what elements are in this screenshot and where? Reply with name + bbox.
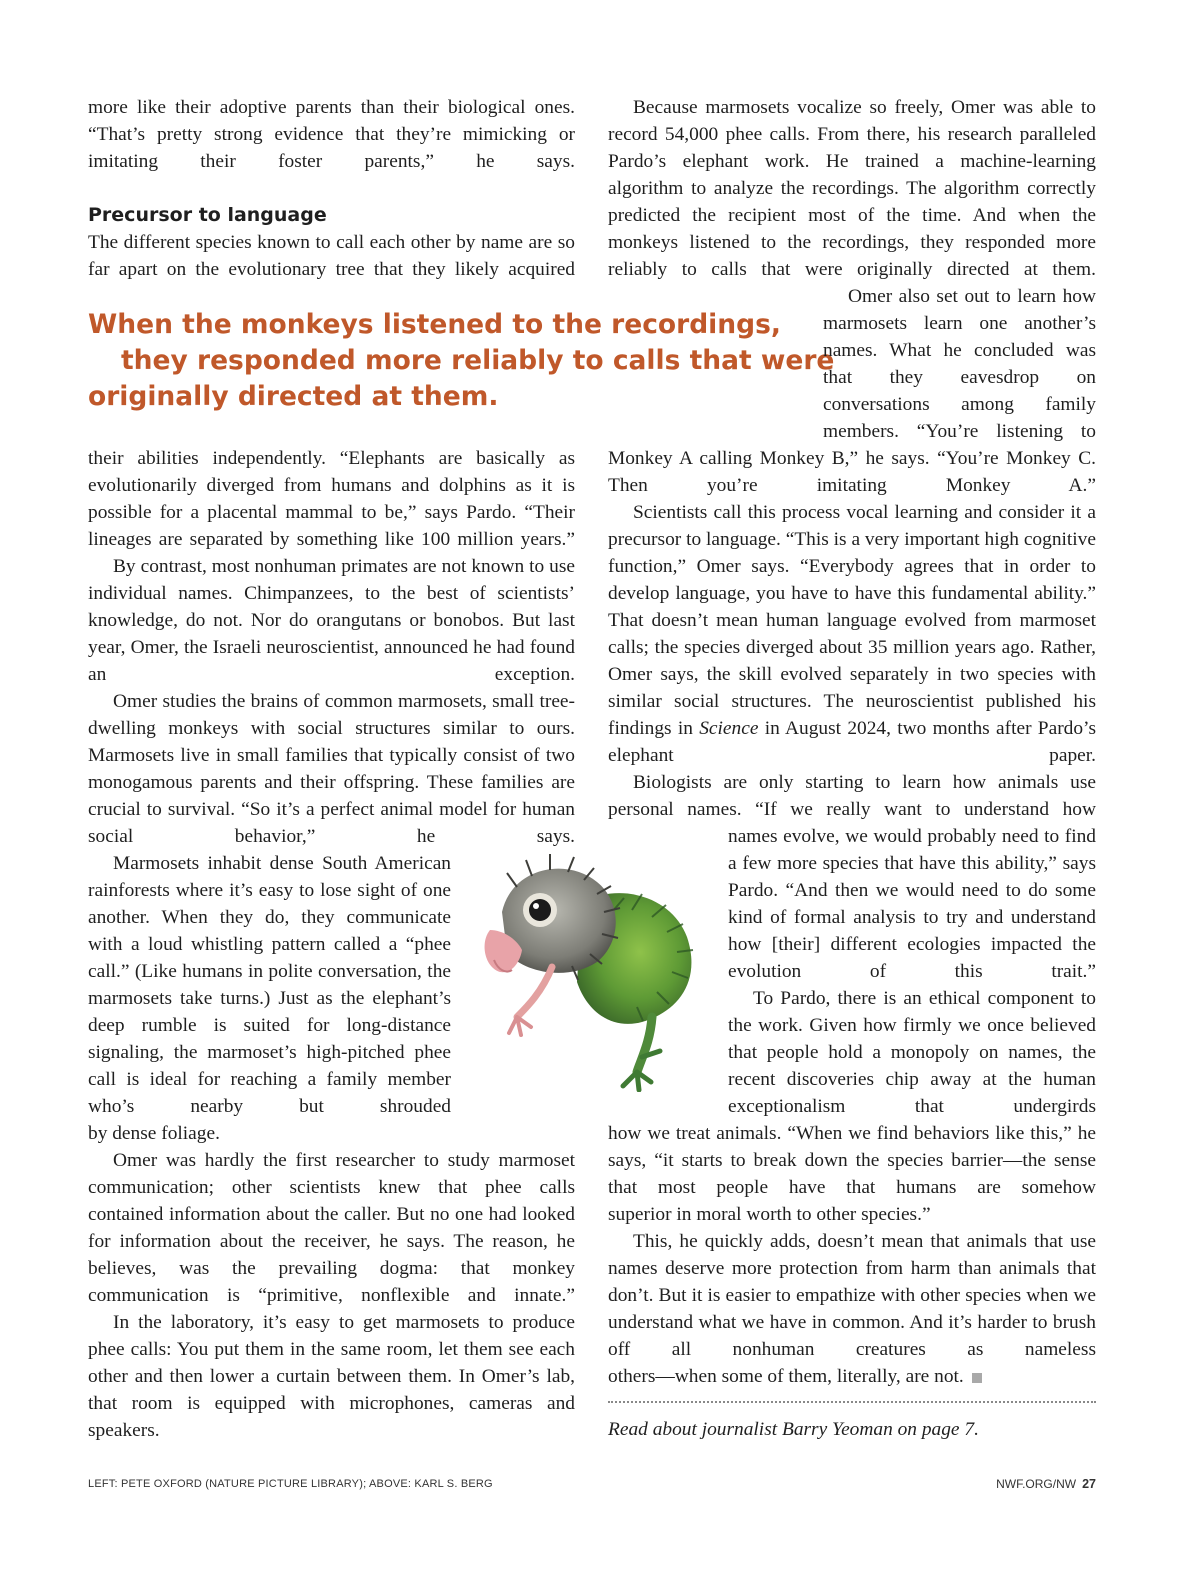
divider	[608, 1401, 1096, 1403]
paragraph-text: Scientists call this process vocal learning and consider it a precursor to language. “This is a very important high cognitive function,” Omer says. “Everybody agrees that in order to develop language, you have to have this fundamental ability.” That doesn’t mean human language evolved from marmoset calls; the species diverged about 35 million years ago. Rather, Omer says, the skill evolved separately in two species with similar social structures. The neuroscientist published his findings in	[608, 502, 1096, 739]
article-paragraph: Biologists are only starting to learn how animals use personal names. “If we really want to understand how	[608, 772, 1096, 820]
article-paragraph: Because marmosets vocalize so freely, Omer was able to record 54,000 phee calls. From there, his research paralleled Pardo’s elephant work. He trained a machine-learning algorithm to analyze the recordings. The algorithm correctly predicted the recipient most of the time. And when the monkeys listened to the recordings, they responded more reliably to calls that were originally directed at them.	[608, 97, 1096, 280]
article-paragraph: The different species known to call each other by name are so far apart on the evolutionary tree that they likely acquired	[88, 232, 575, 280]
article-paragraph: Omer was hardly the first researcher to study marmoset communication; other scientists knew that phee calls contained information about the caller. But no one had looked for information about the receiver, he says. The reason, he believes, was the prevailing dogma: that monkey communication is “primitive, nonflexible and innate.”	[88, 1150, 575, 1306]
article-paragraph: more like their adoptive parents than their biological ones. “That’s pretty strong evidence that they’re mimicking or imitating their foster parents,” he says.	[88, 97, 575, 172]
article-paragraph: By contrast, most nonhuman primates are not known to use individual names. Chimpanzees, to the best of scientists’ knowledge, do not. Nor do orangutans or bonobos. But last year, Omer, the Israeli neuroscientist, announced he had found an exception.	[88, 556, 575, 685]
pull-quote-line: they responded more reliably to calls that were	[121, 345, 835, 376]
section-subhead: Precursor to language	[88, 204, 327, 226]
article-paragraph: In the laboratory, it’s easy to get marmosets to produce phee calls: You put them in the same room, let them see each other and then lower a curtain between them. In Omer’s lab, that room is equipped with microphones, cameras and speakers.	[88, 1312, 575, 1441]
journal-title: Science	[699, 718, 759, 739]
article-paragraph: how we treat animals. “When we find behaviors like this,” he says, “it starts to break down the species barrier—the sense that most people have that humans are somehow	[608, 1123, 1096, 1198]
pull-quote-line: When the monkeys listened to the recordings,	[88, 309, 781, 340]
article-paragraph	[608, 499, 1096, 769]
paragraph-text: others—when some of them, literally, are not.	[608, 1366, 964, 1387]
photo-credit: LEFT: PETE OXFORD (NATURE PICTURE LIBRARY); ABOVE: KARL S. BERG	[88, 1478, 493, 1490]
article-paragraph: Omer studies the brains of common marmosets, small tree-dwelling monkeys with social structures similar to ours. Marmosets live in small families that typically consist of two monogamous parents and their offspring. These families are crucial to survival. “So it’s a perfect animal model for human social behavior,” he says.	[88, 691, 575, 847]
parrot-chick-image	[472, 842, 727, 1092]
author-note: Read about journalist Barry Yeoman on page 7.	[608, 1419, 979, 1440]
article-paragraph: Omer also set out to learn how marmosets learn one another’s names. What he concluded was that they eavesdrop on conversations among family members. “You’re listening to	[823, 286, 1096, 442]
article-paragraph: their abilities independently. “Elephants are basically as evolutionarily diverged from humans and dolphins as it is possible for a placental mammal to be,” says Pardo. “Their lineages are separated by something like 100 million years.”	[88, 448, 575, 550]
article-paragraph: names evolve, we would probably need to find a few more species that have this ability,” says Pardo. “And then we would need to do some kind of formal analysis to try and understand how [their] different ecologies impacted the evolution of this trait.”	[728, 826, 1096, 982]
paragraph-text: in August 2024, two months after Pardo’s elephant paper.	[608, 718, 1096, 766]
article-paragraph-end: by dense foliage.	[88, 1123, 220, 1144]
page-number: 27	[1082, 1477, 1096, 1491]
page-folio	[996, 1477, 1096, 1491]
article-paragraph: To Pardo, there is an ethical component to the work. Given how firmly we once believed that people hold a monopoly on names, the recent discoveries chip away at the human exceptionalism that undergirds	[728, 988, 1096, 1117]
end-mark-icon	[972, 1373, 982, 1383]
pull-quote-line: originally directed at them.	[88, 381, 499, 412]
article-paragraph-end: superior in moral worth to other species.”	[608, 1204, 931, 1225]
article-paragraph: Monkey A calling Monkey B,” he says. “You’re Monkey C. Then you’re imitating Monkey A.”	[608, 448, 1096, 496]
article-paragraph-end	[608, 1363, 1096, 1390]
article-paragraph: This, he quickly adds, doesn’t mean that animals that use names deserve more protection from harm than animals that don’t. But it is easier to empathize with other species when we understand what we have in common. And it’s harder to brush off all nonhuman creatures as nameless	[608, 1231, 1096, 1360]
article-paragraph: Marmosets inhabit dense South American rainforests where it’s easy to lose sight of one another. When they do, they communicate with a loud whistling pattern called a “phee call.” (Like humans in polite conversation, the marmosets take turns.) Just as the elephant’s deep rumble is suited for long-distance signaling, the marmoset’s high-pitched phee call is ideal for reaching a family member who’s nearby but shrouded	[88, 853, 451, 1117]
site-url: NWF.ORG/NW	[996, 1477, 1077, 1491]
